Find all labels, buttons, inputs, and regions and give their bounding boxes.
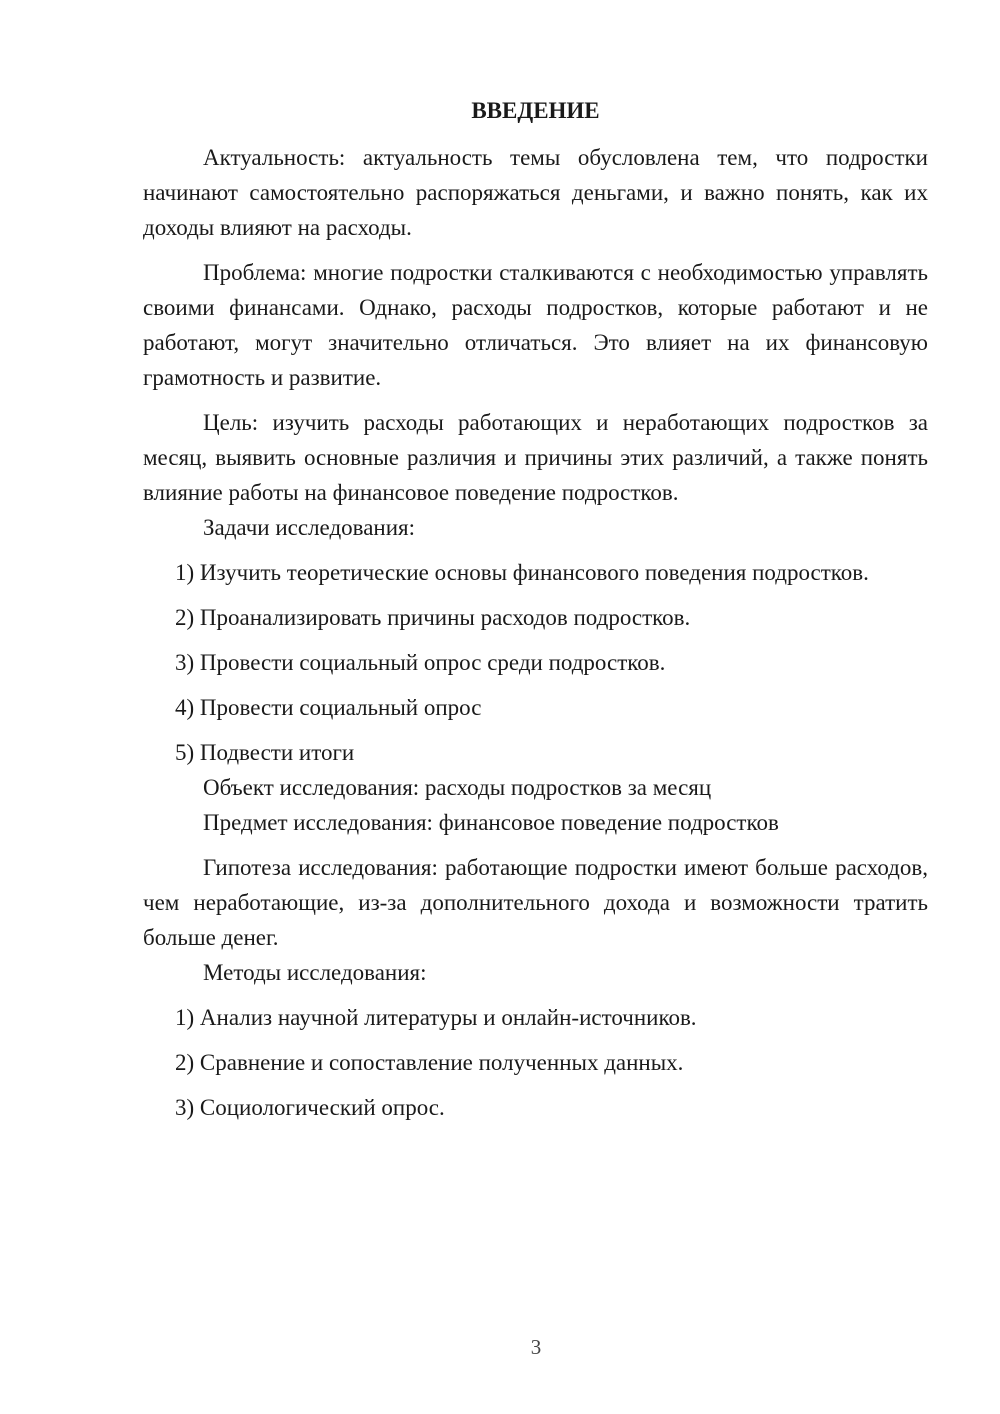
subject-line: Предмет исследования: финансовое поведение подростков <box>203 810 779 835</box>
tasks-heading: Задачи исследования: <box>203 515 416 540</box>
goal-paragraph: Цель: изучить расходы работающих и неработающих подростков за месяц, выявить основные различия и причины этих различий, а также понять влияние работы на финансовое поведение подростков. <box>143 410 928 505</box>
relevance-paragraph: Актуальность: актуальность темы обусловлена тем, что подростки начинают самостоятельно распоряжаться деньгами, и важно понять, как их доходы влияют на расходы. <box>143 145 928 240</box>
problem-paragraph: Проблема: многие подростки сталкиваются с необходимостью управлять своими финансами. Однако, расходы подростков, которые работают и не работают, могут значительно отличаться. Это влияет на их финансовую грамотность и развитие. <box>143 260 928 390</box>
task-item-4: 4) Провести социальный опрос <box>175 695 482 720</box>
task-item-1: 1) Изучить теоретические основы финансового поведения подростков. <box>175 560 869 585</box>
methods-list <box>143 1000 928 1125</box>
method-item-3: 3) Социологический опрос. <box>175 1095 445 1120</box>
methods-heading: Методы исследования: <box>203 960 427 985</box>
page-content <box>143 96 928 1125</box>
object-line: Объект исследования: расходы подростков за месяц <box>203 775 712 800</box>
page-number: 3 <box>530 1335 542 1359</box>
tasks-list <box>143 555 928 770</box>
task-item-5: 5) Подвести итоги <box>175 740 355 765</box>
hypothesis-paragraph: Гипотеза исследования: работающие подростки имеют больше расходов, чем неработающие, из-за дополнительного дохода и возможности тратить больше денег. <box>143 855 928 950</box>
task-item-2: 2) Проанализировать причины расходов подростков. <box>175 605 691 630</box>
method-item-1: 1) Анализ научной литературы и онлайн-источников. <box>175 1005 697 1030</box>
method-item-2: 2) Сравнение и сопоставление полученных данных. <box>175 1050 684 1075</box>
task-item-3: 3) Провести социальный опрос среди подростков. <box>175 650 666 675</box>
section-title: ВВЕДЕНИЕ <box>471 98 600 123</box>
